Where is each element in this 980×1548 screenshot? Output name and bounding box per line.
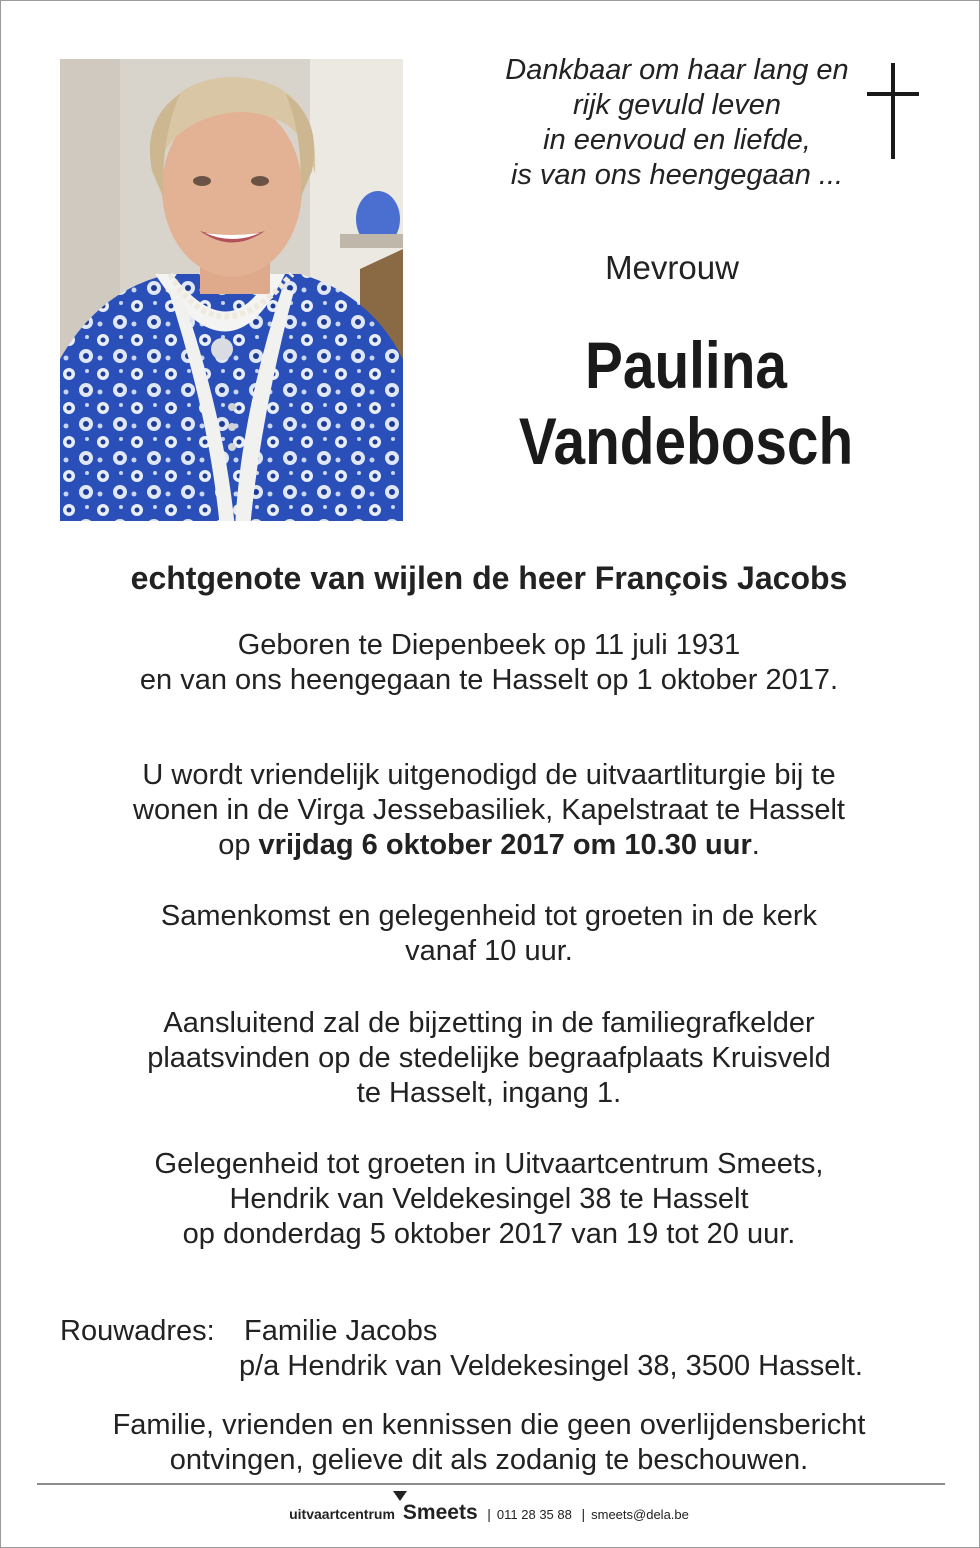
liturgy-suffix: . bbox=[751, 829, 760, 861]
first-name: Paulina bbox=[585, 328, 787, 402]
visit-line: op donderdag 5 oktober 2017 van 19 tot 20 uur. bbox=[182, 1218, 796, 1250]
intro-line: in eenvoud en liefde, bbox=[543, 124, 811, 156]
funeral-home-footer bbox=[1, 1501, 977, 1525]
mourning-address bbox=[60, 1314, 863, 1384]
brand-prefix: uitvaartcentrum bbox=[289, 1506, 395, 1522]
intro-line: rijk gevuld leven bbox=[573, 89, 781, 121]
closing-line: Familie, vrienden en kennissen die geen overlijdensbericht bbox=[112, 1409, 866, 1441]
spouse-line: echtgenote van wijlen de heer François Jacobs bbox=[130, 560, 848, 596]
visitation-info bbox=[1, 1147, 977, 1252]
liturgy-line: wonen in de Virga Jessebasiliek, Kapelstraat te Hasselt bbox=[133, 794, 845, 826]
birth-line: Geboren te Diepenbeek op 11 juli 1931 bbox=[237, 629, 741, 661]
visit-line: Gelegenheid tot groeten in Uitvaartcentrum Smeets, bbox=[154, 1148, 824, 1180]
footer-divider bbox=[37, 1483, 945, 1485]
deceased-name bbox=[458, 327, 914, 479]
salutation: Mevrouw bbox=[605, 249, 739, 286]
liturgy-datetime-line bbox=[1, 828, 977, 863]
footer-separator: | bbox=[487, 1506, 491, 1522]
address-family: Familie Jacobs bbox=[244, 1315, 438, 1347]
footer-separator: | bbox=[581, 1506, 586, 1522]
intro-verse bbox=[421, 53, 933, 193]
visit-line: Hendrik van Veldekesingel 38 te Hasselt bbox=[229, 1183, 749, 1215]
portrait-photo bbox=[60, 59, 403, 521]
footer-email: smeets@dela.be bbox=[591, 1507, 689, 1522]
burial-line: plaatsvinden op de stedelijke begraafplaats Kruisveld bbox=[147, 1042, 831, 1074]
burial-line: te Hasselt, ingang 1. bbox=[356, 1077, 622, 1109]
liturgy-prefix: op bbox=[218, 829, 259, 861]
footer-phone: 011 28 35 88 bbox=[496, 1507, 572, 1522]
liturgy-datetime: vrijdag 6 oktober 2017 om 10.30 uur bbox=[258, 829, 752, 861]
address-street: p/a Hendrik van Veldekesingel 38, 3500 Hasselt. bbox=[239, 1350, 863, 1382]
closing-note bbox=[1, 1408, 977, 1478]
birth-death-info bbox=[1, 628, 977, 698]
intro-line: is van ons heengegaan ... bbox=[510, 159, 844, 191]
address-line bbox=[60, 1314, 863, 1349]
burial-info bbox=[1, 1006, 977, 1111]
liturgy-line: U wordt vriendelijk uitgenodigd de uitvaartliturgie bij te bbox=[142, 759, 836, 791]
triangle-marker-icon bbox=[393, 1491, 407, 1501]
portrait-illustration bbox=[60, 59, 403, 521]
intro-line: Dankbaar om haar lang en bbox=[505, 54, 849, 86]
cross-icon bbox=[863, 63, 923, 161]
meeting-info bbox=[1, 899, 977, 969]
liturgy-invitation bbox=[1, 758, 977, 863]
meeting-line: vanaf 10 uur. bbox=[405, 935, 573, 967]
burial-line: Aansluitend zal de bijzetting in de familiegrafkelder bbox=[163, 1007, 815, 1039]
death-line: en van ons heengegaan te Hasselt op 1 oktober 2017. bbox=[139, 664, 839, 696]
address-label: Rouwadres: bbox=[60, 1315, 215, 1347]
last-name: Vandebosch bbox=[518, 404, 854, 478]
brand-name: Smeets bbox=[402, 1501, 478, 1524]
closing-line: ontvingen, gelieve dit als zodanig te beschouwen. bbox=[169, 1444, 809, 1476]
meeting-line: Samenkomst en gelegenheid tot groeten in de kerk bbox=[160, 900, 818, 932]
